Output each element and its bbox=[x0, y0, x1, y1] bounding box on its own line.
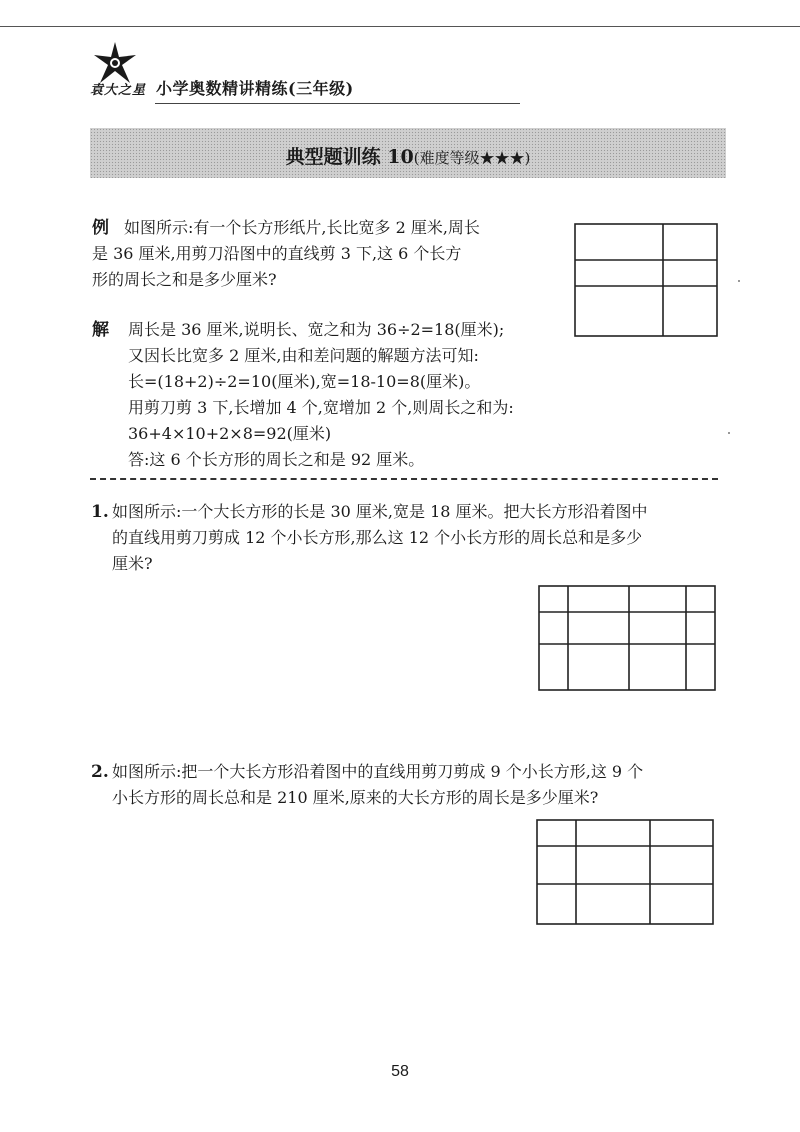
banner-heading bbox=[90, 142, 726, 169]
section-banner bbox=[90, 128, 726, 178]
page-number: 58 bbox=[391, 1063, 409, 1080]
top-border-line bbox=[0, 26, 800, 27]
solution-line: 用剪刀剪 3 下,长增加 4 个,宽增加 2 个,则周长之和为: bbox=[128, 398, 514, 417]
example-marker: 例 bbox=[92, 218, 109, 238]
problem-2-line: 如图所示:把一个大长方形沿着图中的直线用剪刀剪成 9 个小长方形,这 9 个 bbox=[112, 762, 644, 781]
solution-line: 长=(18+2)÷2=10(厘米),宽=18-10=8(厘米)。 bbox=[128, 372, 481, 391]
banner-title: 典型题训练 10 bbox=[285, 146, 414, 168]
problem-1-line: 如图所示:一个大长方形的长是 30 厘米,宽是 18 厘米。把大长方形沿着图中 bbox=[112, 502, 648, 521]
problem-1-line: 厘米? bbox=[112, 554, 153, 573]
header-rule bbox=[155, 103, 520, 104]
problem-1-number: 1. bbox=[91, 502, 109, 522]
scan-speck bbox=[738, 280, 740, 282]
dashed-separator bbox=[90, 478, 718, 480]
answer-line: 答:这 6 个长方形的周长之和是 92 厘米。 bbox=[128, 450, 425, 469]
difficulty-label: (难度等级★★★) bbox=[413, 149, 531, 167]
solution-line: 又因长比宽多 2 厘米,由和差问题的解题方法可知: bbox=[128, 346, 479, 365]
scan-speck bbox=[728, 432, 730, 434]
problem-2-figure bbox=[534, 816, 718, 928]
problem-1-line: 的直线用剪刀剪成 12 个小长方形,那么这 12 个小长方形的周长总和是多少 bbox=[112, 528, 643, 547]
solution-line: 周长是 36 厘米,说明长、宽之和为 36÷2=18(厘米); bbox=[128, 320, 505, 339]
solution-marker: 解 bbox=[92, 320, 109, 340]
example-line: 如图所示:有一个长方形纸片,长比宽多 2 厘米,周长 bbox=[124, 218, 480, 237]
book-title: 小学奥数精讲精练(三年级) bbox=[156, 79, 354, 98]
problem-2-line: 小长方形的周长总和是 210 厘米,原来的大长方形的周长是多少厘米? bbox=[112, 788, 599, 807]
logo-text: 袁大之星 bbox=[90, 83, 147, 98]
example-figure bbox=[572, 220, 722, 340]
example-line: 形的周长之和是多少厘米? bbox=[92, 270, 277, 289]
solution-line: 36+4×10+2×8=92(厘米) bbox=[128, 424, 332, 443]
example-line: 是 36 厘米,用剪刀沿图中的直线剪 3 下,这 6 个长方 bbox=[92, 244, 462, 263]
problem-2-number: 2. bbox=[91, 762, 109, 782]
problem-1-figure bbox=[536, 582, 720, 694]
